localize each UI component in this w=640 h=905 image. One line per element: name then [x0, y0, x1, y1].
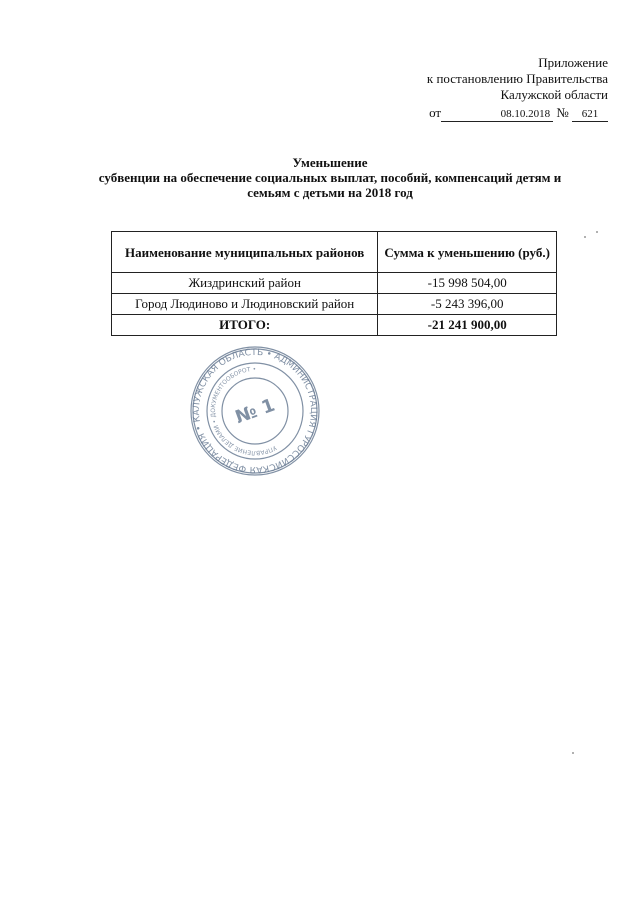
title-line-3: семьям с детьми на 2018 год [247, 185, 413, 200]
total-amount: -21 241 900,00 [378, 315, 557, 336]
scan-speck [572, 752, 574, 754]
column-header-district: Наименование муниципальных районов [112, 232, 378, 273]
resolution-date: 08.10.2018 [441, 108, 553, 122]
table-row [112, 294, 557, 315]
table-header-row [112, 232, 557, 273]
title-line-1: Уменьшение [292, 155, 368, 170]
table-row [112, 273, 557, 294]
amount-value: -15 998 504,00 [378, 273, 557, 294]
appendix-label: Приложение [538, 55, 608, 70]
seal-center-text: № 1 [232, 394, 278, 429]
column-header-amount: Сумма к уменьшению (руб.) [378, 232, 557, 273]
seal-outer-text: РОССИЙСКАЯ ФЕДЕРАЦИЯ • КАЛУЖСКАЯ ОБЛАСТЬ • АДМИНИСТРАЦИЯ ГУБЕРНАТОРА [191, 347, 319, 475]
total-row [112, 315, 557, 336]
from-label: от [429, 105, 442, 120]
district-name: Город Людиново и Людиновский район [112, 294, 378, 315]
resolution-label: к постановлению Правительства [426, 71, 608, 86]
number-label: № [556, 105, 569, 120]
amount-value: -5 243 396,00 [378, 294, 557, 315]
resolution-number: 621 [572, 108, 608, 122]
region-label: Калужской области [500, 87, 608, 102]
seal-inner-text: УПРАВЛЕНИЕ ДЕЛАМИ • ДОКУМЕНТООБОРОТ • [209, 365, 278, 457]
district-name: Жиздринский район [112, 273, 378, 294]
date-number-line [427, 105, 608, 122]
scan-speck [596, 231, 598, 233]
title-line-2: субвенции на обеспечение социальных выплат, пособий, компенсаций детям и [98, 170, 562, 185]
document-title [60, 155, 600, 200]
approval-header [427, 55, 608, 122]
official-seal [189, 345, 321, 477]
subvention-table [111, 231, 557, 336]
scan-speck [584, 236, 586, 238]
total-label: ИТОГО: [112, 315, 378, 336]
